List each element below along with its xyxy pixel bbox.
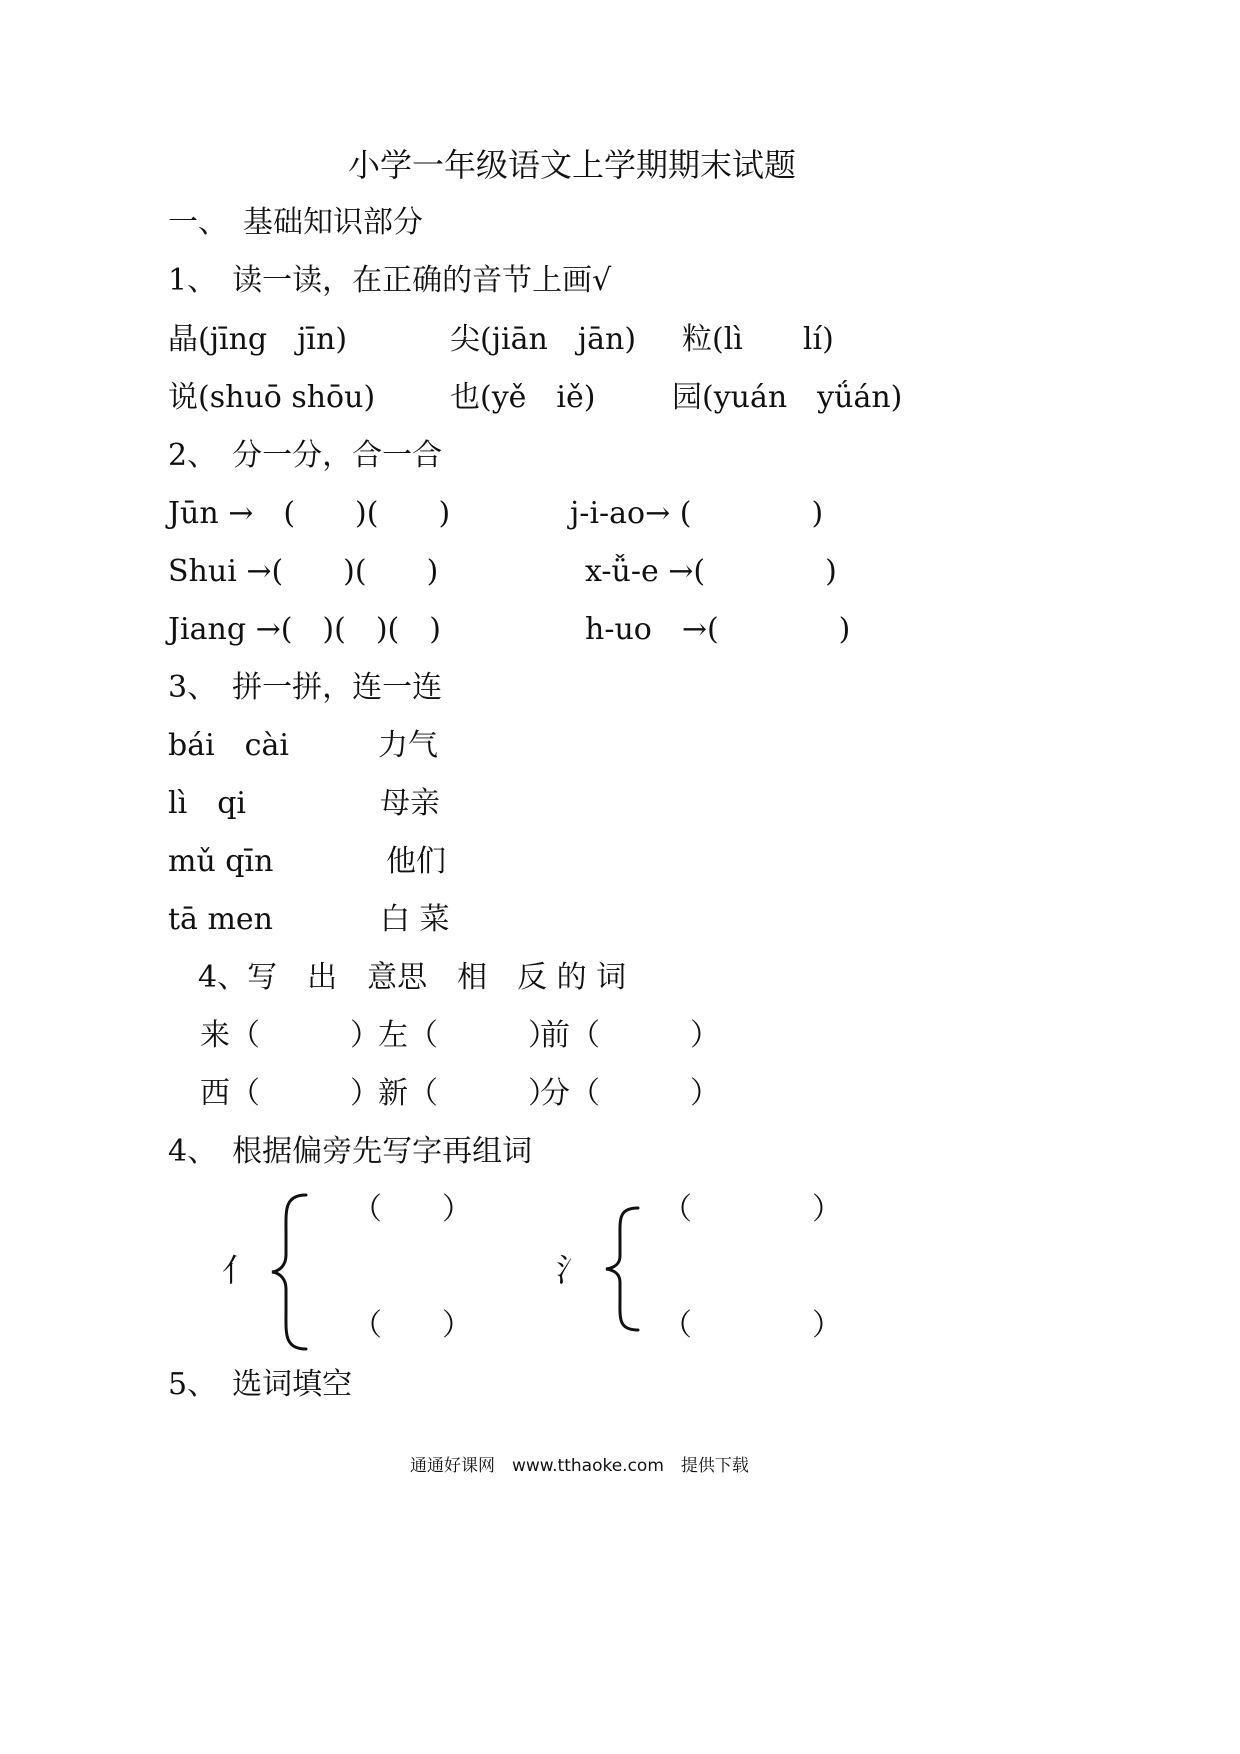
left-brace-1 [268, 1193, 310, 1351]
q3-word: 白 菜 [380, 902, 450, 937]
q4a-item: 西（ ） [200, 1076, 380, 1111]
q3-pinyin: lì qi [168, 786, 246, 821]
q2-item: Shui →( )( ) [168, 554, 439, 589]
q3-word: 力气 [378, 728, 438, 763]
radical-ren: 亻 [222, 1251, 255, 1289]
q3-pinyin: tā men [168, 902, 273, 937]
q1-item: 晶(jīng jīn) [168, 322, 348, 357]
question-1-heading: 1、 读一读，在正确的音节上画√ [168, 263, 612, 298]
q2-item: Jiang →( )( )( ) [168, 612, 441, 647]
answer-blank: （ ） [352, 1192, 472, 1227]
section-heading: 一、 基础知识部分 [168, 205, 423, 240]
q1-item: 也(yě iě) [450, 380, 596, 415]
answer-blank: （ ） [662, 1308, 842, 1343]
question-4a-heading: 4、写 出 意思 相 反 的 词 [198, 960, 627, 995]
answer-blank: （ ） [662, 1192, 842, 1227]
question-3-heading: 3、 拼一拼，连一连 [168, 670, 443, 705]
q2-item: Jūn → ( )( ) [168, 496, 451, 531]
q1-item: 粒(lì lí) [682, 322, 834, 357]
q4a-item: 来（ ） [200, 1018, 380, 1053]
q1-item: 园(yuán yǘán) [672, 380, 903, 415]
left-brace-2 [600, 1206, 642, 1332]
q3-word: 母亲 [380, 786, 440, 821]
q3-word: 他们 [386, 844, 446, 879]
q4a-item: 新（ ） [378, 1076, 558, 1111]
q1-item: 尖(jiān jān) [450, 322, 637, 357]
q2-item: j-i-ao→ ( ) [570, 496, 824, 531]
radical-shui: 氵 [556, 1251, 589, 1289]
q4a-item: 分（ ） [540, 1076, 720, 1111]
q3-pinyin: bái cài [168, 728, 289, 763]
page-title: 小学一年级语文上学期期末试题 [348, 146, 797, 184]
q2-item: h-uo →( ) [585, 612, 851, 647]
answer-blank: （ ） [352, 1308, 472, 1343]
question-2-heading: 2、 分一分，合一合 [168, 438, 443, 473]
q1-item: 说(shuō shōu) [168, 380, 376, 415]
question-5-heading: 5、 选词填空 [168, 1367, 353, 1402]
q4a-item: 前（ ） [540, 1018, 720, 1053]
question-4b-heading: 4、 根据偏旁先写字再组词 [168, 1134, 533, 1169]
footer-credit: 通通好课网 www.tthaoke.com 提供下载 [410, 1456, 749, 1476]
q3-pinyin: mǔ qīn [168, 844, 274, 879]
q2-item: x-ǚ-e →( ) [585, 554, 837, 589]
q4a-item: 左（ ） [378, 1018, 558, 1053]
